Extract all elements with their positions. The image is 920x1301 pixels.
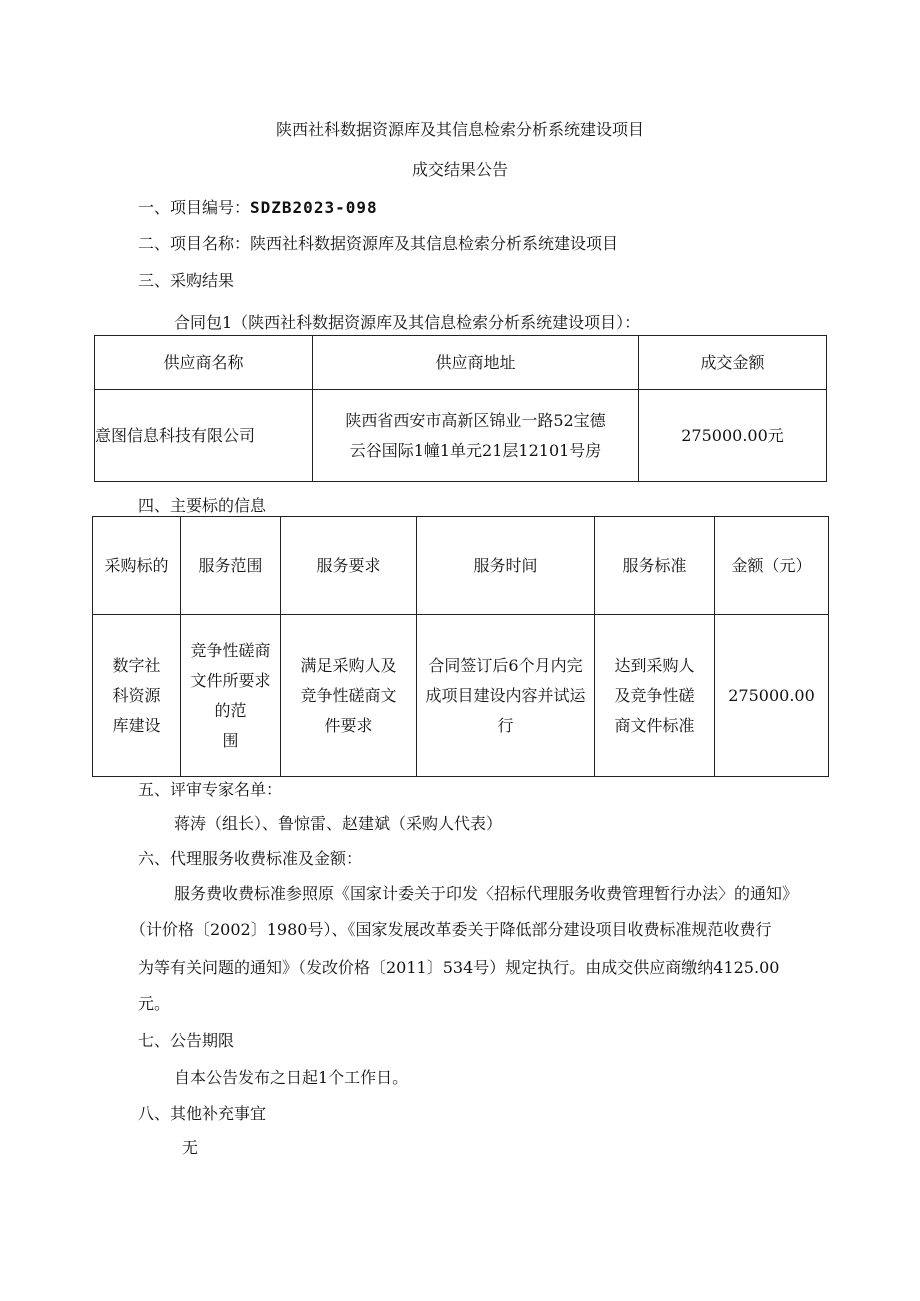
cell-line: 文件所要求 bbox=[190, 670, 271, 690]
cell-line: 科资源 bbox=[112, 685, 161, 705]
cell-line: 数字社 bbox=[112, 655, 161, 675]
header-standard: 服务标准 bbox=[595, 517, 715, 615]
cell-line: 及竞争性磋 bbox=[614, 685, 695, 705]
expert-names: 蒋涛（组长）、鲁惊雷、赵建斌（采购人代表） bbox=[174, 814, 503, 833]
supplier-table bbox=[94, 335, 827, 482]
section-label: 一、项目编号： bbox=[138, 198, 251, 217]
section-notice-period: 七、公告期限 bbox=[138, 1031, 235, 1050]
cell-line: 围 bbox=[222, 730, 239, 750]
header-supplier-address: 供应商地址 bbox=[313, 336, 639, 390]
cell-line: 商文件标准 bbox=[614, 715, 695, 735]
section-agency-fee: 六、代理服务收费标准及金额： bbox=[138, 849, 363, 868]
fee-paragraph-line: （计价格〔2002〕1980号）、《国家发展改革委关于降低部分建设项目收费标准规范收费行 bbox=[130, 920, 772, 939]
address-line: 陕西省西安市高新区锦业一路52宝德 bbox=[345, 410, 606, 430]
cell-line: 竞争性磋商文 bbox=[300, 685, 397, 705]
cell-item bbox=[93, 615, 181, 777]
cell-standard bbox=[595, 615, 715, 777]
fee-paragraph-line: 为等有关问题的通知》（发改价格〔2011〕534号）规定执行。由成交供应商缴纳4125.00 bbox=[138, 958, 780, 977]
header-scope: 服务范围 bbox=[181, 517, 281, 615]
supplier-address bbox=[313, 390, 639, 482]
section-project-number bbox=[138, 198, 378, 218]
section-project-name bbox=[138, 234, 618, 254]
cell-time bbox=[417, 615, 595, 777]
cell-line: 满足采购人及 bbox=[300, 655, 397, 675]
cell-line: 竞争性磋商 bbox=[190, 640, 271, 660]
header-item: 采购标的 bbox=[93, 517, 181, 615]
cell-requirement bbox=[281, 615, 417, 777]
deal-amount: 275000.00元 bbox=[639, 390, 827, 482]
address-line: 云谷国际1幢1单元21层12101号房 bbox=[349, 440, 602, 460]
header-supplier-name: 供应商名称 bbox=[95, 336, 313, 390]
cell-line: 库建设 bbox=[112, 715, 161, 735]
cell-amount: 275000.00 bbox=[715, 615, 829, 777]
cell-line: 行 bbox=[497, 715, 514, 735]
section-procurement-result: 三、采购结果 bbox=[138, 271, 235, 290]
fee-paragraph-line: 元。 bbox=[138, 994, 171, 1013]
section-other-matters: 八、其他补充事宜 bbox=[138, 1104, 267, 1123]
cell-line: 达到采购人 bbox=[614, 655, 695, 675]
fee-paragraph-line: 服务费收费标准参照原《国家计委关于印发〈招标代理服务收费管理暂行办法〉的通知》 bbox=[174, 884, 799, 903]
cell-line: 成项目建设内容并试运 bbox=[425, 685, 586, 705]
section-label: 二、项目名称： bbox=[138, 234, 251, 253]
cell-line: 的范 bbox=[214, 700, 247, 720]
cell-scope bbox=[181, 615, 281, 777]
supplier-name: 意图信息科技有限公司 bbox=[95, 390, 313, 482]
project-name-value: 陕西社科数据资源库及其信息检索分析系统建设项目 bbox=[250, 234, 619, 253]
header-requirement: 服务要求 bbox=[281, 517, 417, 615]
table-row bbox=[95, 390, 827, 482]
cell-line: 件要求 bbox=[324, 715, 373, 735]
header-deal-amount: 成交金额 bbox=[639, 336, 827, 390]
project-number-value: SDZB2023-098 bbox=[250, 198, 378, 217]
page-subtitle: 成交结果公告 bbox=[411, 160, 508, 179]
header-time: 服务时间 bbox=[417, 517, 595, 615]
subject-table bbox=[92, 516, 829, 777]
contract-package-line: 合同包1（陕西社科数据资源库及其信息检索分析系统建设项目）： bbox=[174, 313, 641, 332]
section-main-subject: 四、主要标的信息 bbox=[138, 496, 267, 515]
section-expert-list: 五、评审专家名单： bbox=[138, 780, 283, 799]
table-row bbox=[93, 615, 829, 777]
cell-line: 合同签订后6个月内完 bbox=[428, 655, 583, 675]
header-amount: 金额（元） bbox=[715, 517, 829, 615]
table-header-row bbox=[95, 336, 827, 390]
notice-period-content: 自本公告发布之日起1个工作日。 bbox=[174, 1068, 409, 1087]
other-matters-content: 无 bbox=[182, 1138, 199, 1157]
page-title: 陕西社科数据资源库及其信息检索分析系统建设项目 bbox=[275, 120, 644, 139]
table-header-row bbox=[93, 517, 829, 615]
